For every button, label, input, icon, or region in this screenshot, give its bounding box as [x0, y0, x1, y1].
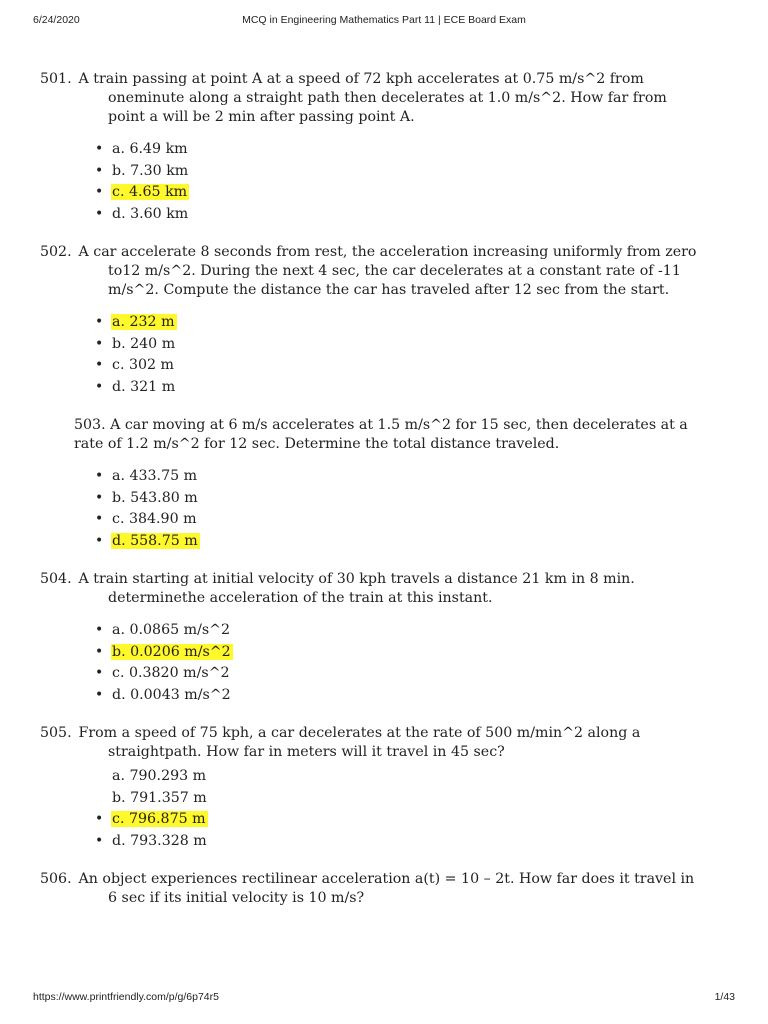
question-number: 503. — [74, 417, 106, 433]
question-body: A train starting at initial velocity of 30 kph travels a distance 21 km in 8 min. determinethe acceleration of the train at this instant. — [78, 571, 635, 606]
choice-a: a. 790.293 m — [112, 768, 207, 784]
choice-d: • d. 0.0043 m/s^2 — [95, 685, 704, 707]
choice-b: • b. 240 m — [95, 334, 704, 356]
choice-c-correct: • c. 796.875 m — [95, 809, 704, 831]
question-body: From a speed of 75 kph, a car decelerates at the rate of 500 m/min^2 along a straightpath. How far in meters will it travel in 45 sec? — [78, 725, 641, 760]
choice-c: • c. 0.3820 m/s^2 — [95, 663, 704, 685]
question-501 — [40, 70, 704, 225]
choice-list — [74, 312, 704, 398]
bullet-icon: • — [95, 643, 104, 660]
page-header — [0, 14, 768, 30]
choice-b: • b. 543.80 m — [95, 488, 704, 510]
choice-d-correct: • d. 558.75 m — [95, 531, 704, 553]
bullet-icon: • — [95, 622, 104, 638]
question-text: 502. A car accelerate 8 seconds from rest, the acceleration increasing uniformly from zero to12 m/s^2. During the next 4 sec, the car decelerates at a constant rate of -11 m/s^2. Compute the distance the car has traveled after 12 sec from the start. — [40, 244, 697, 298]
choice-a: • a. 0.0865 m/s^2 — [95, 620, 704, 642]
bullet-icon: • — [95, 314, 104, 330]
bullet-icon: • — [95, 468, 104, 484]
choice-list — [74, 620, 704, 706]
bullet-icon: • — [95, 489, 104, 506]
question-505 — [40, 724, 704, 852]
bullet-icon: • — [95, 511, 104, 527]
bullet-icon: • — [95, 832, 104, 849]
question-502 — [40, 243, 704, 398]
question-list — [40, 70, 704, 926]
bullet-icon: • — [95, 141, 104, 157]
bullet-icon: • — [95, 184, 104, 200]
bullet-icon: • — [95, 335, 104, 352]
header-title: MCQ in Engineering Mathematics Part 11 | ECE Board Exam — [242, 14, 526, 26]
choice-list — [74, 466, 704, 552]
question-text: 505. From a speed of 75 kph, a car decelerates at the rate of 500 m/min^2 along a straightpath. How far in meters will it travel in 45 sec? — [40, 725, 641, 760]
bullet-icon: • — [95, 378, 104, 395]
choice-c-correct: • c. 4.65 km — [95, 182, 704, 204]
question-503 — [74, 416, 704, 552]
choice-list — [74, 139, 704, 225]
question-body: An object experiences rectilinear acceleration a(t) = 10 – 2t. How far does it travel in 6 sec if its initial velocity is 10 m/s? — [78, 871, 695, 906]
question-text: 501. A train passing at point A at a speed of 72 kph accelerates at 0.75 m/s^2 from oneminute along a straight path then decelerates at 1.0 m/s^2. How far from point a will be 2 min after passing point A. — [40, 71, 667, 125]
question-body: A train passing at point A at a speed of 72 kph accelerates at 0.75 m/s^2 from oneminute along a straight path then decelerates at 1.0 m/s^2. How far from point a will be 2 min after passing point A. — [78, 71, 667, 125]
bullet-icon: • — [95, 811, 104, 827]
footer-url[interactable]: https://www.printfriendly.com/p/g/6p74r5 — [33, 991, 219, 1003]
choice-a: • a. 433.75 m — [95, 466, 704, 488]
choice-b: • b. 7.30 km — [95, 161, 704, 183]
question-body: A car moving at 6 m/s accelerates at 1.5 m/s^2 for 15 sec, then decelerates at a rate of 1.2 m/s^2 for 12 sec. Determine the total distance traveled. — [74, 417, 688, 452]
page-footer — [0, 991, 768, 1007]
bullet-icon: • — [95, 665, 104, 681]
choice-a: • a. 6.49 km — [95, 139, 704, 161]
bullet-icon: • — [95, 532, 104, 549]
choice-a-correct: • a. 232 m — [95, 312, 704, 334]
bullet-icon: • — [95, 162, 104, 179]
question-text: 506. An object experiences rectilinear acceleration a(t) = 10 – 2t. How far does it travel in 6 sec if its initial velocity is 10 m/s? — [40, 871, 695, 906]
choice-list — [74, 766, 704, 852]
question-506 — [40, 870, 704, 908]
bullet-icon: • — [95, 205, 104, 222]
header-date: 6/24/2020 — [33, 14, 80, 26]
choice-b: b. 791.357 m — [112, 789, 207, 806]
page-number: 1/43 — [714, 991, 735, 1003]
choice-d: • d. 321 m — [95, 377, 704, 399]
question-body: A car accelerate 8 seconds from rest, the acceleration increasing uniformly from zero to12 m/s^2. During the next 4 sec, the car decelerates at a constant rate of -11 m/s^2. Compute the distance the car has traveled after 12 sec from the start. — [78, 244, 697, 298]
question-text: 504. A train starting at initial velocity of 30 kph travels a distance 21 km in 8 min. determinethe acceleration of the train at this instant. — [40, 571, 635, 606]
choice-d: • d. 793.328 m — [95, 831, 704, 853]
bullet-icon: • — [95, 357, 104, 373]
choice-d: • d. 3.60 km — [95, 204, 704, 226]
choice-b-correct: • b. 0.0206 m/s^2 — [95, 642, 704, 664]
choice-c: • c. 302 m — [95, 355, 704, 377]
question-504 — [40, 570, 704, 706]
bullet-icon: • — [95, 686, 104, 703]
choice-c: • c. 384.90 m — [95, 509, 704, 531]
question-text — [74, 416, 704, 454]
